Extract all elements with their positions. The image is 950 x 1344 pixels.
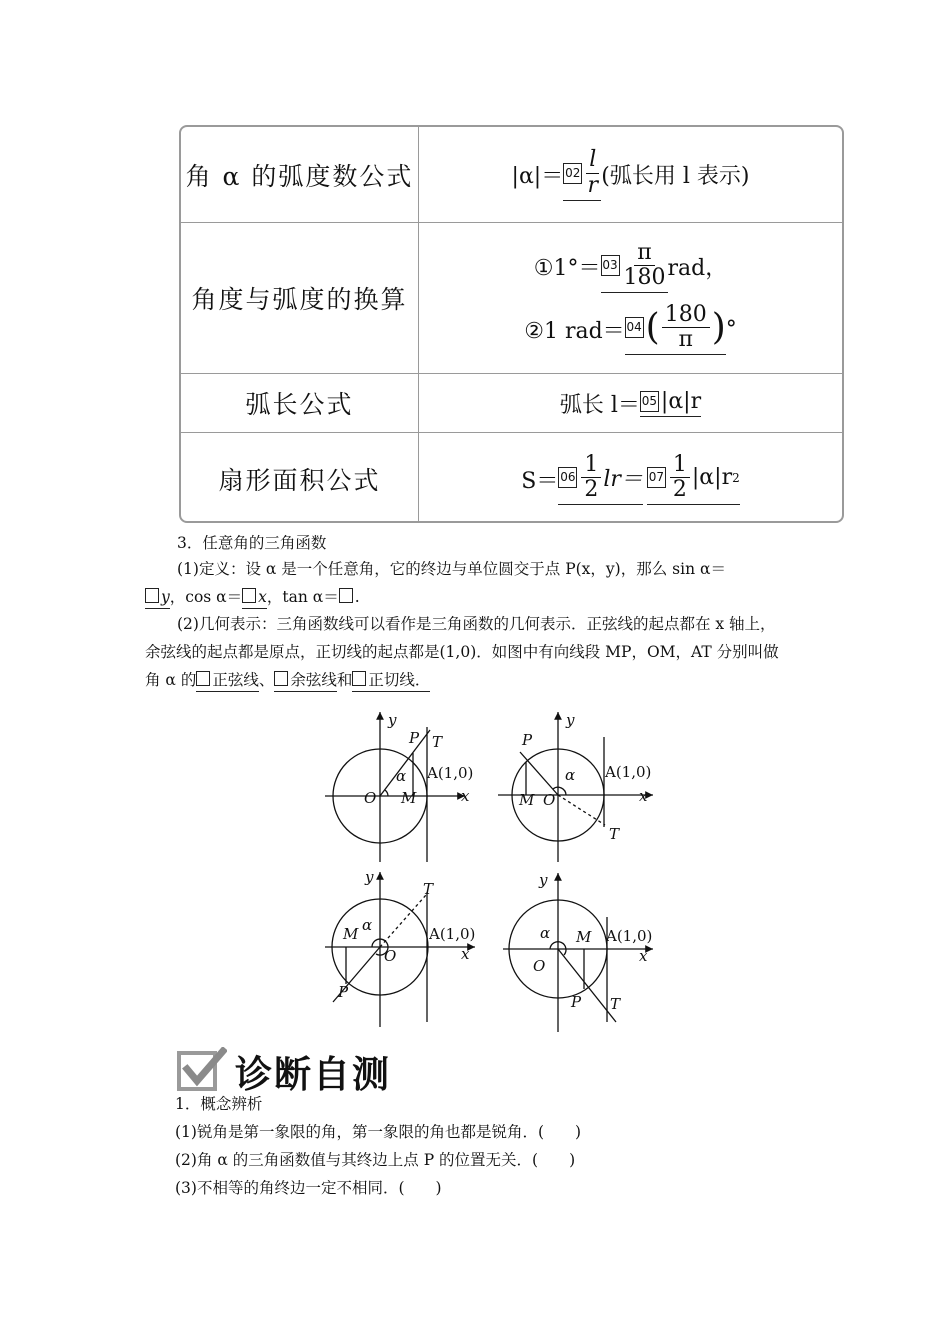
table-row xyxy=(181,127,842,222)
point-m-label: M xyxy=(343,925,359,943)
answer-blank xyxy=(352,671,366,686)
section-heading: 3．任意角的三角函数 xyxy=(177,534,327,552)
fraction: $\frac{1}{2}$ xyxy=(670,453,690,502)
point-p-label: P xyxy=(338,983,349,1001)
point-p-label: P xyxy=(571,993,582,1011)
answer-blank xyxy=(242,588,256,603)
point-t-label: T xyxy=(432,733,443,751)
answer-blank xyxy=(339,588,353,603)
point-p-label: P xyxy=(409,729,420,747)
table-row xyxy=(181,432,842,523)
origin-label: O xyxy=(364,789,377,807)
formula-table xyxy=(179,125,844,523)
answer-number-box: 04 xyxy=(625,317,644,338)
answer-blank xyxy=(196,671,210,686)
point-a-label: A(1,0) xyxy=(427,764,474,782)
y-axis-label: y xyxy=(539,871,548,889)
subsection-heading: 1．概念辨析 xyxy=(175,1095,263,1113)
row-label: 扇形面积公式 xyxy=(181,433,419,523)
row-label: 角度与弧度的换算 xyxy=(181,223,419,373)
x-axis-label: x xyxy=(461,787,470,805)
answer-number-box: 02 xyxy=(563,163,582,184)
y-axis-label: y xyxy=(365,868,374,886)
diagnosis-list xyxy=(175,1090,815,1202)
point-m-label: M xyxy=(401,789,417,807)
fraction: $\frac{\pi}{180}$ xyxy=(623,239,666,290)
diagram-quadrant-2 xyxy=(498,711,653,862)
point-a-label: A(1,0) xyxy=(605,763,652,781)
fraction: $\frac{l}{r}$ xyxy=(587,147,598,198)
row-formula: S＝ 06 $\frac{1}{2}$ lr＝ 07 $\frac{1}{2}$ |α|r 2 xyxy=(419,433,842,523)
point-a-label: A(1,0) xyxy=(606,927,653,945)
answer-number-box: 06 xyxy=(558,467,577,488)
y-axis-label: y xyxy=(388,711,397,729)
origin-label: O xyxy=(384,947,397,965)
geometry-paragraph: (2)几何表示：三角函数线可以看作是三角函数的几何表示．正弦线的起点都在 x 轴上， 余弦线的起点都是原点，正切线的起点都是(1,0)．如图中有向线段 MP，OM，AT 分别叫做 角 α 的 正弦线、 余弦线和 正切线． xyxy=(145,610,815,694)
list-item: (1)锐角是第一象限的角，第一象限的角也都是锐角．( ) xyxy=(175,1123,582,1141)
origin-label: O xyxy=(533,957,546,975)
list-item: (2)角 α 的三角函数值与其终边上点 P 的位置无关．( ) xyxy=(175,1151,576,1169)
x-axis-label: x xyxy=(639,947,648,965)
row-formula: 弧长 l＝ 05 |α|r xyxy=(559,389,702,418)
answer-blank xyxy=(145,588,159,603)
trig-lines-figure xyxy=(313,697,670,1037)
answer-number-box: 07 xyxy=(647,467,666,488)
point-p-label: P xyxy=(522,731,533,749)
y-axis-label: y xyxy=(566,711,575,729)
definition-paragraph: (1)定义：设 α 是一个任意角，它的终边与单位圆交于点 P(x，y)，那么 sin α＝ y，cos α＝ x，tan α＝ . xyxy=(145,555,815,611)
answer-blank xyxy=(274,671,288,686)
row-formula: ①1°＝ 03 $\frac{\pi}{180}$ rad， ②1 rad＝ 04 ( $\frac{180}{\pi}$ ) ° xyxy=(419,223,842,373)
answer-number-box: 03 xyxy=(601,255,620,276)
x-axis-label: x xyxy=(639,787,648,805)
alpha-label: α xyxy=(565,766,576,784)
point-m-label: M xyxy=(519,791,535,809)
table-row xyxy=(181,373,842,432)
abs-alpha: |α|＝ xyxy=(511,164,564,189)
note-text: (弧长用 l 表示) xyxy=(601,164,750,189)
fraction: $\frac{180}{\pi}$ xyxy=(662,303,710,352)
row-label: 角 α 的弧度数公式 xyxy=(181,127,419,222)
diagram-quadrant-3 xyxy=(325,868,475,1027)
diagnosis-title: 诊断自测 xyxy=(235,1053,391,1096)
diagram-quadrant-1 xyxy=(325,711,473,862)
point-t-label: T xyxy=(610,995,621,1013)
point-t-label: T xyxy=(609,825,620,843)
list-item: (3)不相等的角终边一定不相同．( ) xyxy=(175,1179,442,1197)
table-row xyxy=(181,222,842,373)
fraction: $\frac{1}{2}$ xyxy=(581,453,601,502)
row-formula xyxy=(419,127,842,222)
diagram-quadrant-4 xyxy=(503,871,653,1032)
x-axis-label: x xyxy=(461,945,470,963)
checkbox-check-icon xyxy=(177,1047,227,1095)
alpha-label: α xyxy=(396,767,407,785)
point-m-label: M xyxy=(576,928,592,946)
origin-label: O xyxy=(543,791,556,809)
row-label: 弧长公式 xyxy=(181,374,419,432)
alpha-label: α xyxy=(362,916,373,934)
point-a-label: A(1,0) xyxy=(429,925,476,943)
point-t-label: T xyxy=(423,880,434,898)
alpha-label: α xyxy=(540,924,551,942)
answer-number-box: 05 xyxy=(640,391,659,412)
